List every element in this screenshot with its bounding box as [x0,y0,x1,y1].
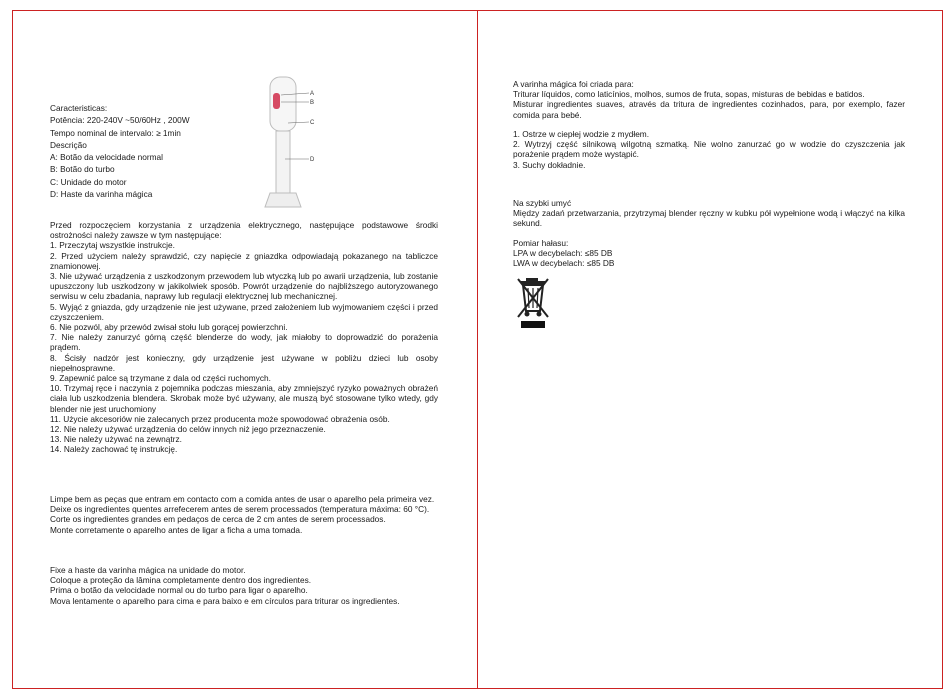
specs-description: Descrição [50,139,87,150]
noise-lpa: LPA w decybelach: ≤85 DB [513,248,613,259]
cleaning-before-use [50,494,438,535]
cleaning-line: Monte corretamente o aparelho antes de ligar a ficha a uma tomada. [50,524,303,535]
specifications [50,102,190,200]
quick-clean-text: Między zadań przetwarzania, przytrzymaj blender ręczny w kubku pół wypełnione wodą i włączyć na kilka sekund. [513,208,905,229]
step-line: 1. Ostrze w ciepłej wodzie z mydłem. [513,129,650,139]
quick-clean-title: Na szybki umyć [513,198,572,208]
blender-illustration [263,75,333,215]
callout-a: A [310,91,315,97]
cleaning-line: Limpe bem as peças que entram em contacto com a comida antes de usar o aparelho pela primeira vez. [50,494,435,504]
callout-d: D [310,157,315,163]
quick-clean [513,198,905,229]
safety-item: 3. Nie używać urządzenia z uszkodzonym przewodem lub wtyczką lub po awarii urządzenia, lub zostanie upuszczony lub uszkodzony w jakikolwiek sposób. Powrót urządzenie do najbliższego autoryzowanego serwisu w celu zbadania, naprawy lub regulacji elektrycznej lub mechanicznej. [50,271,438,302]
usage-line: Prima o botão da velocidade normal ou do turbo para ligar o aparelho. [50,585,308,596]
left-page [12,10,478,689]
cleaning-steps [513,129,905,170]
part-a: A: Botão da velocidade normal [50,152,164,163]
safety-instructions [50,220,438,455]
noise-title: Pomiar hałasu: [513,238,569,248]
safety-item: 5. Wyjąć z gniazda, gdy urządzenie nie jest używane, przed założeniem lub wyjmowaniem części i przed czyszczeniem. [50,301,438,322]
intro-line: A varinha mágica foi criada para: [513,79,634,89]
safety-intro: Przed rozpoczęciem korzystania z urządzenia elektrycznego, następujące podstawowe środki ostrożności należy zawsze w tym następujące: [50,220,438,241]
cleaning-line: Deixe os ingredientes quentes arrefecerem antes de serem processados (temperatura máxima: 60 °C). [50,504,430,515]
safety-item: 1. Przeczytaj wszystkie instrukcje. [50,240,175,251]
weee-crossed-bin-icon [516,277,550,329]
part-c: C: Unidade do motor [50,176,127,187]
specs-title: Caracteristicas: [50,103,108,113]
noise-measurement [513,238,713,269]
noise-lwa: LWA w decybelach: ≤85 DB [513,258,615,269]
usage-line: Fixe a haste da varinha mágica na unidade do motor. [50,565,246,575]
safety-item: 2. Przed użyciem należy sprawdzić, czy napięcie z gniazdka odpowiadają pokazanego na tabliczce znamionowej. [50,250,438,271]
part-b: B: Botão do turbo [50,164,115,175]
callout-c: C [310,120,315,126]
safety-item: 7. Nie należy zanurzyć górną część blenderze do wody, jak miałoby to doprowadzić do porażenia prądem. [50,332,438,353]
safety-item: 6. Nie pozwól, aby przewód zwisał stołu lub gorącej powierzchni. [50,322,288,333]
usage-line: Coloque a proteção da lâmina completamente dentro dos ingredientes. [50,575,312,586]
part-d: D: Haste da varinha mágica [50,189,153,200]
safety-item: 14. Należy zachować tę instrukcję. [50,444,178,455]
safety-item: 13. Nie należy używać na zewnątrz. [50,434,182,445]
safety-item: 11. Użycie akcesoriów nie zalecanych przez producenta może spowodować obrażenia osób. [50,413,390,424]
cleaning-line: Corte os ingredientes grandes em pedaços de cerca de 2 cm antes de serem processados. [50,514,386,525]
safety-item: 9. Zapewnić palce są trzymane z dala od części ruchomych. [50,373,271,384]
safety-item: 10. Trzymaj ręce i naczynia z pojemnika podczas mieszania, aby zmniejszyć ryzyko poważnych obrażeń ciała lub uszkodzenia blendera. Skrobak może być używany, ale muszą być stosowane tylko wtedy, gdy blender nie jest uruchomiony [50,383,438,414]
safety-item: 12. Nie należy używać urządzenia do celów innych niż jego przeznaczenie. [50,424,326,435]
intended-use [513,79,905,120]
specs-interval: Tempo nominal de intervalo: ≥ 1min [50,127,181,138]
callout-b: B [310,100,315,106]
right-page [477,10,943,689]
intro-line: Misturar ingredientes suaves, através da tritura de ingredientes cozinhados, para, por exemplo, fazer comida para bebé. [513,99,905,120]
safety-item: 8. Ścisły nadzór jest konieczny, gdy urządzenie jest używane w pobliżu dzieci lub osoby niepełnosprawne. [50,352,438,373]
usage-line: Mova lentamente o aparelho para cima e para baixo e em círculos para triturar os ingredientes. [50,595,400,606]
step-line: 2. Wytrzyj część silnikową wilgotną szmatką. Nie wolno zanurzać go w wodzie do czyszczenia jak porażenie prądem może wystąpić. [513,139,905,160]
step-line: 3. Suchy dokładnie. [513,159,586,170]
specs-power: Potência: 220-240V ~50/60Hz , 200W [50,115,190,126]
usage-instructions [50,565,438,606]
intro-line: Triturar líquidos, como laticínios, molhos, sumos de fruta, sopas, misturas de bebidas e batidos. [513,89,865,100]
